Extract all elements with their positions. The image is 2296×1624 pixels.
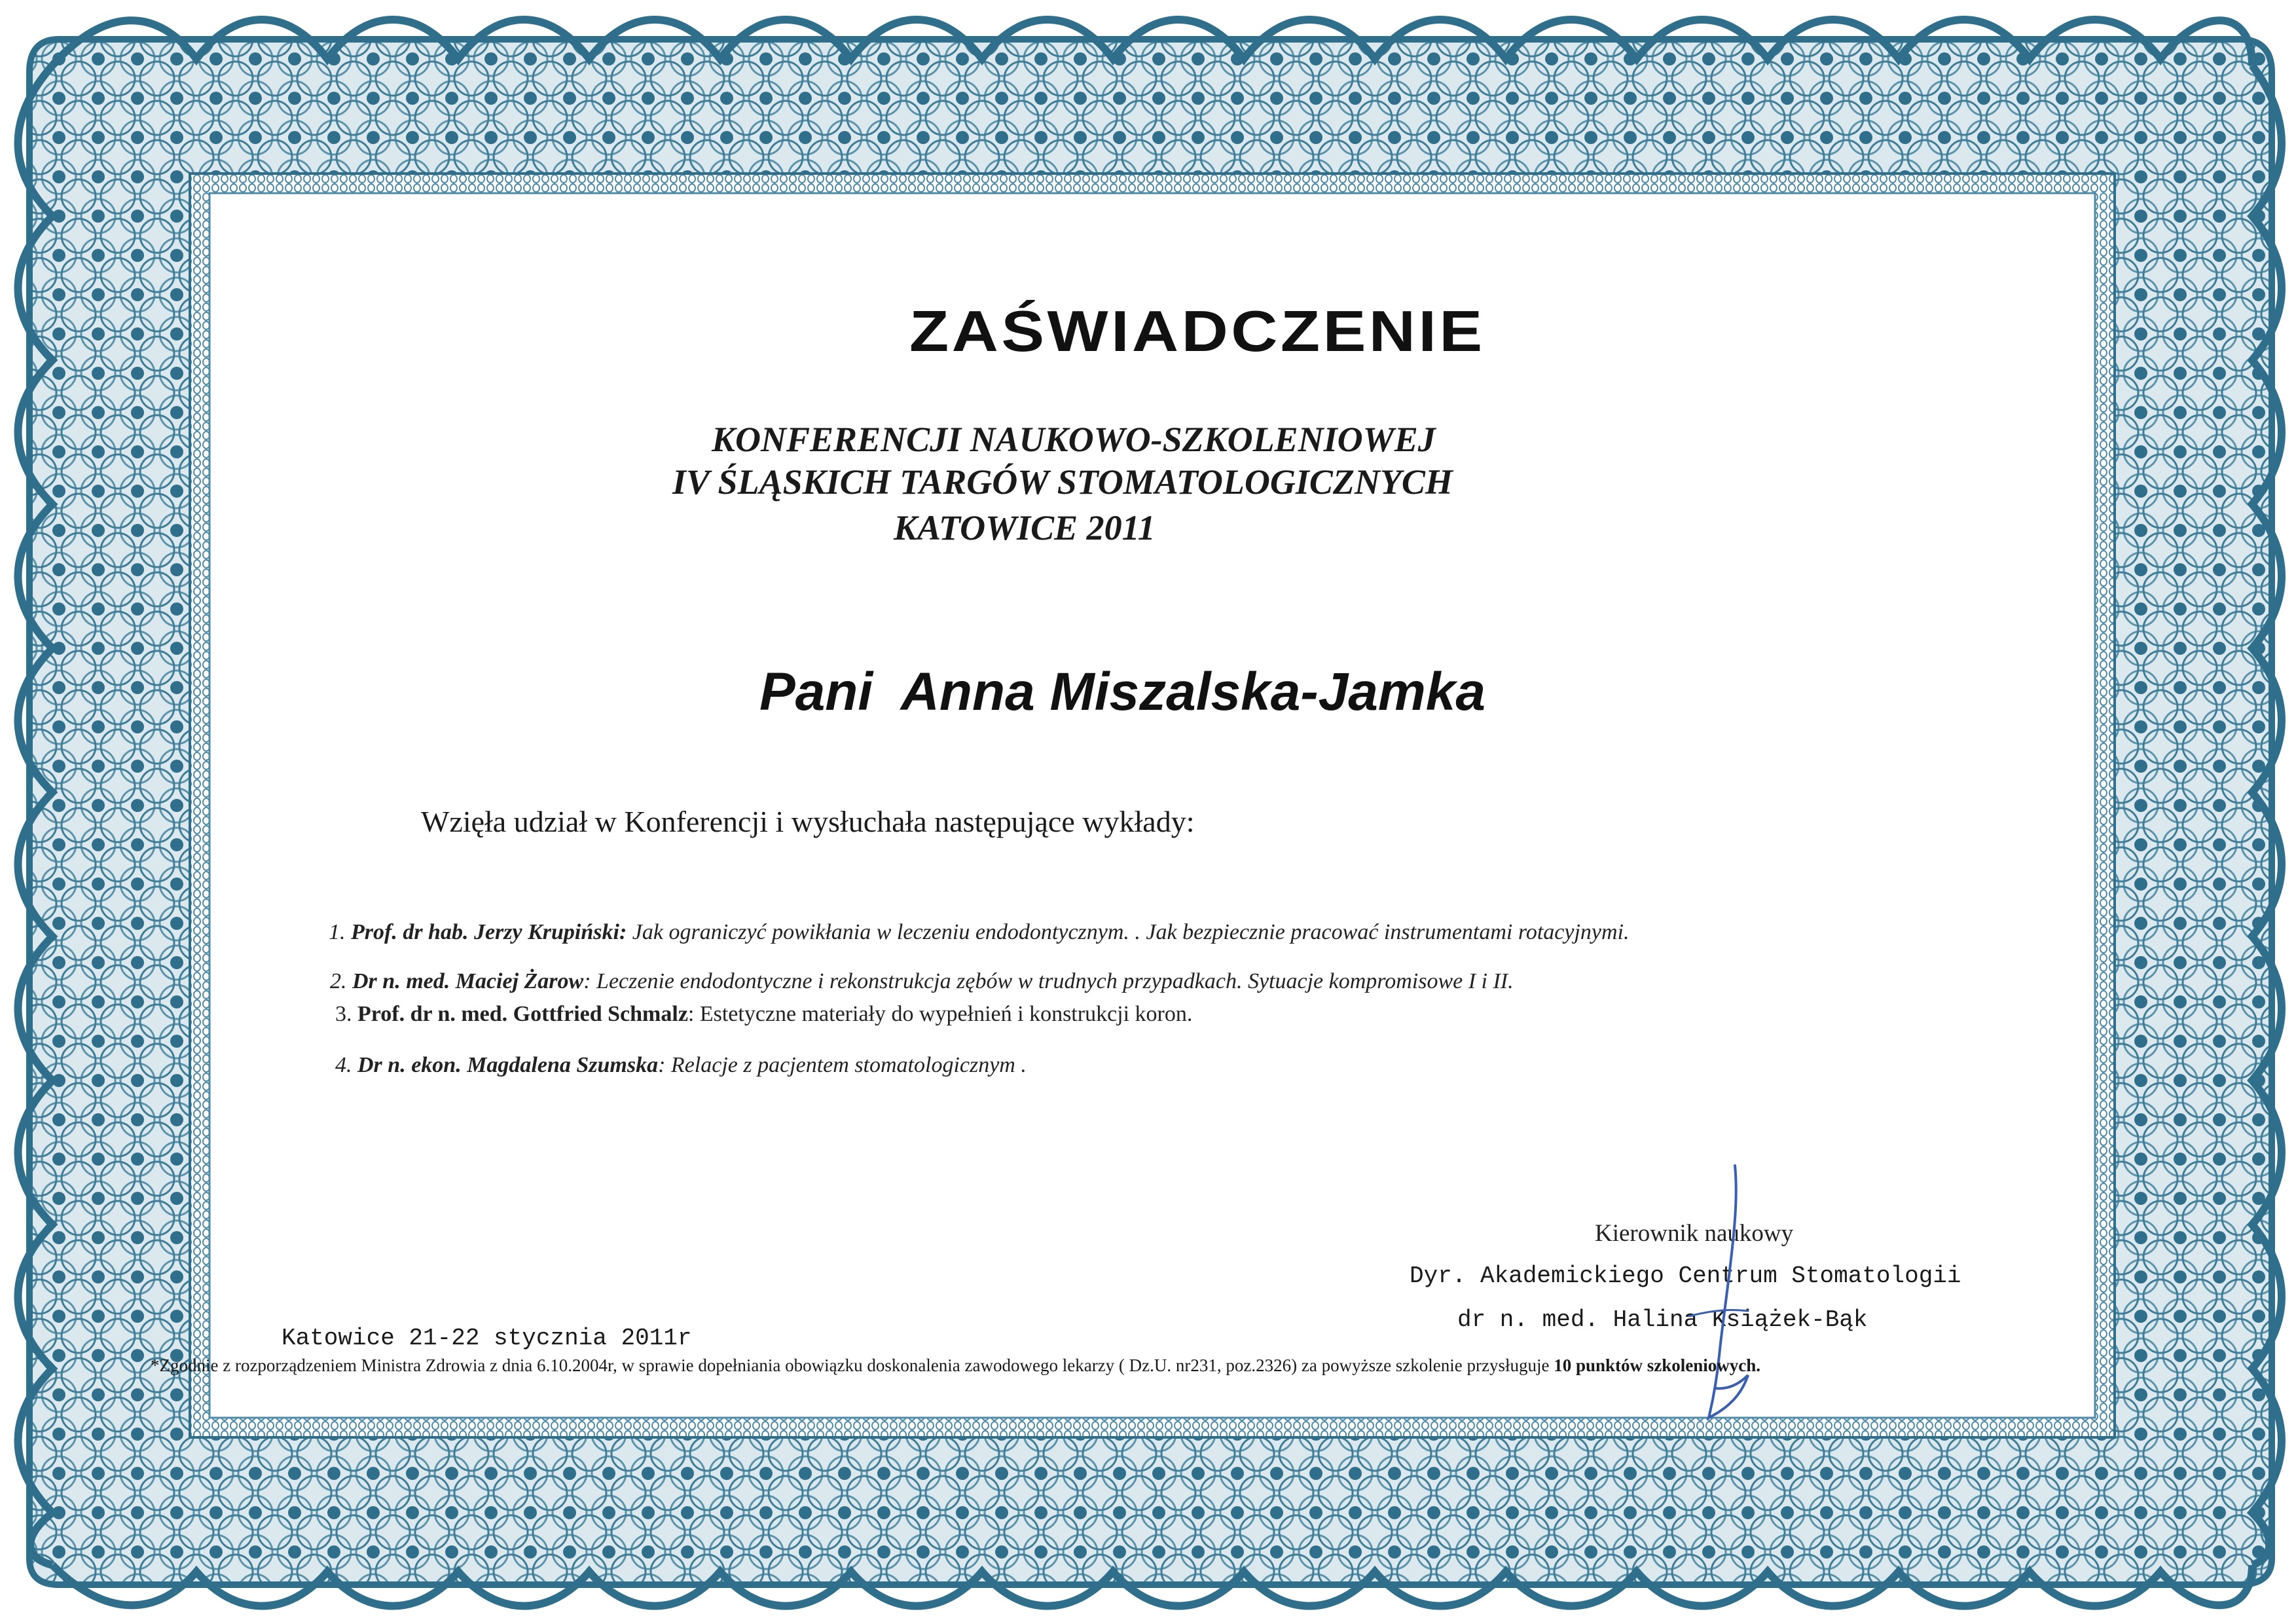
lecture-number: 4.	[335, 1053, 352, 1077]
supervisor-name: dr n. med. Halina Książek-Bąk	[1457, 1306, 1868, 1333]
lecture-topic: : Relacje z pacjentem stomatologicznym .	[658, 1053, 1027, 1077]
recipient-name: Pani Anna Miszalska-Jamka	[759, 662, 1486, 722]
lecture-number: 2.	[330, 969, 347, 993]
lecture-number: 3.	[335, 1002, 352, 1026]
legal-footnote	[151, 1356, 1760, 1376]
lecture-item	[335, 1002, 1192, 1027]
lecture-speaker: Dr n. ekon. Magdalena Szumska	[357, 1053, 659, 1077]
conference-line-1: KONFERENCJI NAUKOWO-SZKOLENIOWEJ	[712, 420, 1436, 459]
footnote-text: *Zgodnie z rozporządzeniem Ministra Zdrowia z dnia 6.10.2004r, w sprawie dopełniania obowiązku doskonalenia zawodowego lekarzy ( Dz.U. nr231, poz.2326) za powyższe szkolenie przysługuje	[151, 1356, 1554, 1375]
lecture-number: 1.	[329, 920, 346, 944]
lecture-topic: : Estetyczne materiały do wypełnień i konstrukcji koron.	[687, 1002, 1193, 1026]
lecture-item	[335, 1053, 1027, 1078]
conference-line-3: KATOWICE 2011	[894, 508, 1156, 547]
lecture-speaker: Dr n. med. Maciej Żarow	[352, 969, 584, 993]
place-and-date: Katowice 21-22 stycznia 2011r	[282, 1325, 692, 1352]
supervisor-label: Kierownik naukowy	[1595, 1220, 1794, 1247]
conference-line-2: IV ŚLĄSKICH TARGÓW STOMATOLOGICZNYCH	[672, 462, 1453, 502]
intro-text: Wzięła udział w Konferencji i wysłuchała następujące wykłady:	[421, 805, 1195, 838]
lecture-item	[329, 920, 1630, 945]
lecture-topic: Jak ograniczyć powikłania w leczeniu endodontycznym. . Jak bezpiecznie pracować instrumentami rotacyjnymi.	[627, 920, 1630, 944]
footnote-points: 10 punktów szkoleniowych.	[1554, 1356, 1761, 1375]
supervisor-organization: Dyr. Akademickiego Centrum Stomatologii	[1410, 1263, 1961, 1289]
handwritten-signature	[1650, 1159, 1781, 1434]
lecture-topic: : Leczenie endodontyczne i rekonstrukcja zębów w trudnych przypadkach. Sytuacje kompromisowe I i II.	[583, 969, 1514, 993]
lecture-item	[330, 969, 1514, 994]
lecture-speaker: Prof. dr hab. Jerzy Krupiński:	[351, 920, 627, 944]
lecture-speaker: Prof. dr n. med. Gottfried Schmalz	[357, 1002, 688, 1026]
certificate-title: ZAŚWIADCZENIE	[909, 299, 1485, 363]
